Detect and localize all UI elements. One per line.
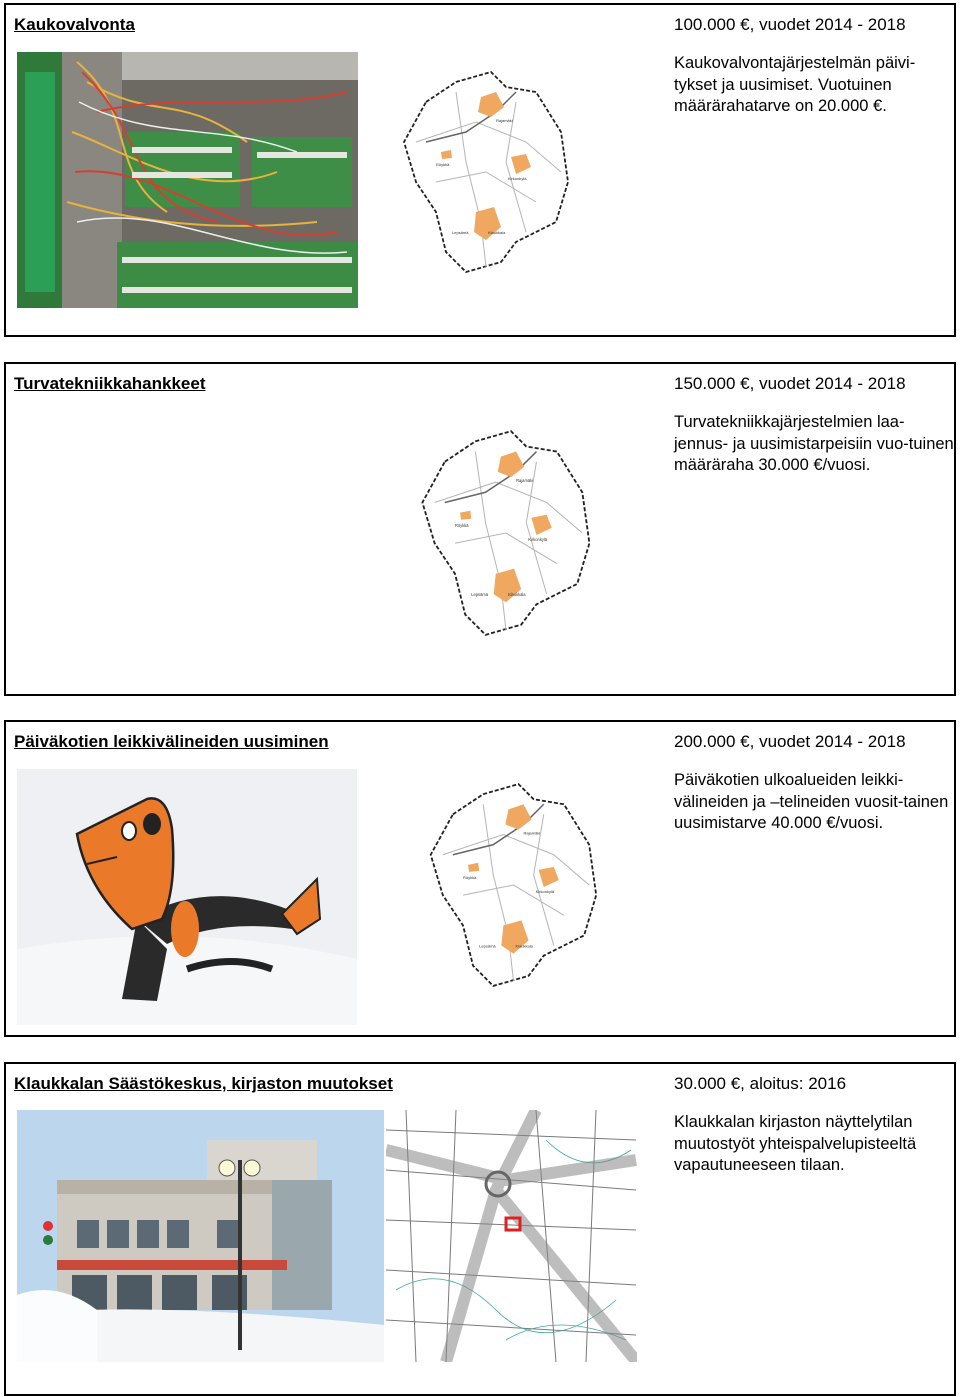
section-cost: 100.000 €, vuodet 2014 - 2018 <box>674 15 906 34</box>
map-label: Röykkä <box>436 162 450 167</box>
control-cabinet-photo <box>17 52 358 308</box>
section-kaukovalvonta <box>4 3 956 337</box>
section-cost: 30.000 €, aloitus: 2016 <box>674 1074 847 1093</box>
section-description: Kaukovalvontajärjestelmän päivi-tykset ja uusimiset. Vuotuinen määrärahatarve on 20.000 €. <box>674 54 916 115</box>
map-label: Klaukkala <box>515 943 533 949</box>
municipality-map <box>396 62 586 280</box>
section-cost: 150.000 €, vuodet 2014 - 2018 <box>674 374 906 393</box>
map-label: Rajamäki <box>496 118 513 123</box>
section-title: Päiväkotien leikkivälineiden uusiminen <box>14 732 329 751</box>
section-cost: 200.000 €, vuodet 2014 - 2018 <box>674 732 906 751</box>
map-label: Rajamäki <box>523 830 541 836</box>
municipality-map <box>421 774 616 994</box>
section-description: Turvatekniikkajärjestelmien laa-jennus- ja uusimistarpeisiin vuo-tuinen määräraha 30.000 €/vuosi. <box>674 413 954 474</box>
playground-dog-photo <box>17 769 357 1025</box>
section-description: Klaukkalan kirjaston näyttelytilan muutostyöt yhteispalvelupisteeltä vapautuneeseen tilaan. <box>674 1113 917 1174</box>
map-label: Kirkonkylä <box>508 176 527 181</box>
section-title: Turvatekniikkahankkeet <box>14 374 206 393</box>
library-building-photo <box>17 1110 384 1362</box>
map-label: Klaukkala <box>488 230 506 235</box>
map-label: Klaukkala <box>507 592 526 598</box>
map-label: Lepsämä <box>479 943 496 949</box>
section-title: Klaukkalan Säästökeskus, kirjaston muutokset <box>14 1074 393 1093</box>
section-title: Kaukovalvonta <box>14 15 135 34</box>
map-label: Röykkä <box>462 874 477 880</box>
map-label: Rajamäki <box>516 478 534 484</box>
map-label: Kirkonkylä <box>528 537 548 543</box>
map-label: Röykkä <box>454 522 469 528</box>
map-label: Lepsämä <box>452 230 469 235</box>
map-label: Kirkonkylä <box>535 889 555 895</box>
city-plan-map <box>386 1110 637 1362</box>
section-saastokeskus <box>4 1062 956 1396</box>
section-turvatekniikka <box>4 362 956 696</box>
municipality-map <box>411 421 611 643</box>
section-description: Päiväkotien ulkoalueiden leikki-välineiden ja –telineiden vuosit-tainen uusimistarve 40.000 €/vuosi. <box>674 771 949 832</box>
map-label: Lepsämä <box>471 592 489 598</box>
section-leikkivalineet <box>4 720 956 1037</box>
